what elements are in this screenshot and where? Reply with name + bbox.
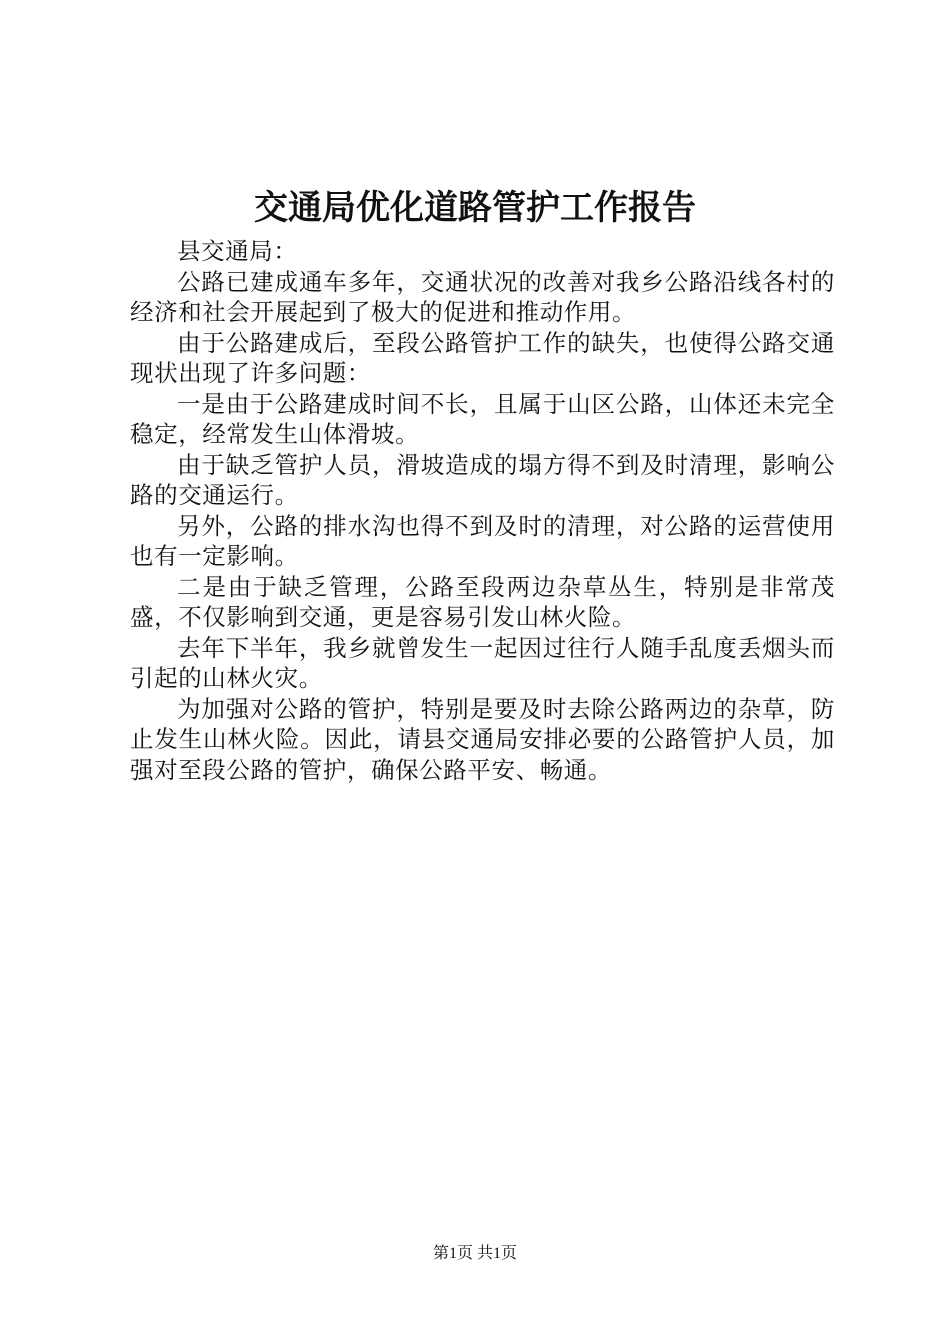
- paragraph: 另外，公路的排水沟也得不到及时的清理，对公路的运营使用也有一定影响。: [130, 511, 835, 570]
- paragraph: 公路已建成通车多年，交通状况的改善对我乡公路沿线各村的经济和社会开展起到了极大的促进和推动作用。: [130, 267, 835, 326]
- paragraph: 去年下半年，我乡就曾发生一起因过往行人随手乱度丢烟头而引起的山林火灾。: [130, 633, 835, 692]
- page-number-footer: 第1页 共1页: [432, 1245, 517, 1262]
- paragraph: 一是由于公路建成时间不长，且属于山区公路，山体还未完全稳定，经常发生山体滑坡。: [130, 389, 835, 448]
- document-title: 交通局优化道路管护工作报告: [254, 188, 696, 228]
- paragraph: 为加强对公路的管护，特别是要及时去除公路两边的杂草，防止发生山林火险。因此，请县交通局安排必要的公路管护人员，加强对至段公路的管护，确保公路平安、畅通。: [130, 694, 835, 784]
- paragraph: 由于公路建成后，至段公路管护工作的缺失，也使得公路交通现状出现了许多问题：: [130, 328, 835, 387]
- paragraph: 由于缺乏管护人员，滑坡造成的塌方得不到及时清理，影响公路的交通运行。: [130, 450, 835, 509]
- salutation: 县交通局：: [177, 237, 298, 265]
- paragraph: 二是由于缺乏管理，公路至段两边杂草丛生，特别是非常茂盛，不仅影响到交通，更是容易引发山林火险。: [130, 572, 835, 631]
- document-body: [130, 236, 835, 785]
